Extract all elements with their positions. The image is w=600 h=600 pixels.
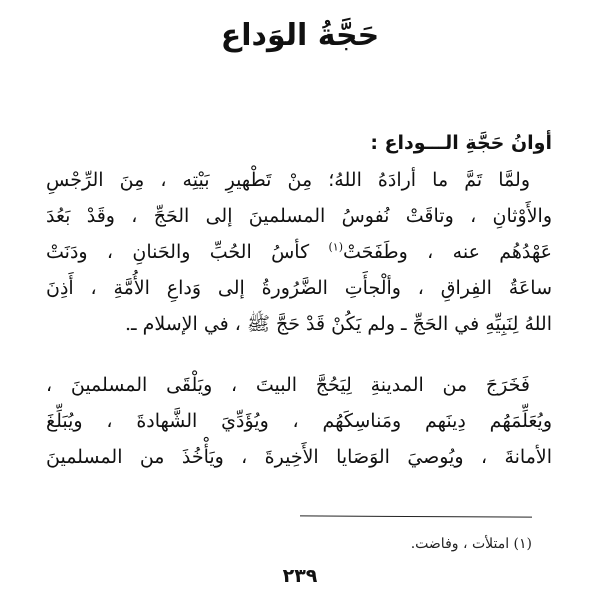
footnote-marker: (١) <box>328 240 343 254</box>
text-fragment: عَهْدُهُم عنه ، وطَفَحَتْ <box>343 241 553 263</box>
footnote-divider <box>300 515 532 517</box>
paragraph-1 <box>46 162 552 342</box>
text-fragment: كأسُ الحُبِّ والحَنانِ ، ودَنَتْ <box>46 241 310 263</box>
paragraph-2 <box>46 367 552 475</box>
text-line: ويُعَلِّمَهُم دِينَهم ومَناسِكَهُم ، ويُؤَدِّيَ الشَّهادةَ ، ويُبَلِّغَ <box>46 410 552 432</box>
page-number: ٢٣٩ <box>282 565 318 587</box>
chapter-title: حَجَّةُ الوَداع <box>220 18 380 53</box>
text-line: فَخَرَجَ من المدينةِ لِيَحُجَّ البيتَ ، ويَلْقَى المسلمينَ ، <box>46 374 530 396</box>
text-line: الأمانةَ ، ويُوصيَ الوَصَايا الأَخِيرةَ ، ويَأْخُذَ من المسلمينَ <box>46 446 552 468</box>
text-line: اللهُ لِنَبِيِّهِ في الحَجِّ ـ ولم يَكُنْ قَدْ حَجَّ ﷺ ، في الإسلام ـ. <box>125 313 552 335</box>
section-heading: أوانُ حَجَّةِ الـــوداع : <box>370 132 552 154</box>
text-line: ساعَةُ الفِراقِ ، وألْجأَتِ الضَّرُورةُ إلى وَداعِ الأُمَّةِ ، أَذِنَ <box>46 277 552 299</box>
text-line-with-footnote <box>46 234 552 270</box>
footnote: (١) امتلأت ، وفاضت. <box>410 536 532 552</box>
text-line: والأَوْثانِ ، وتاقَتْ نُفوسُ المسلمينَ إلى الحَجِّ ، وقَدْ بَعُدَ <box>46 205 552 227</box>
text-line: ولمَّا تَمَّ ما أرادَهُ اللهُ؛ مِنْ تَطْهيرِ بَيْتِه ، مِنَ الرِّجْسِ <box>46 169 530 191</box>
